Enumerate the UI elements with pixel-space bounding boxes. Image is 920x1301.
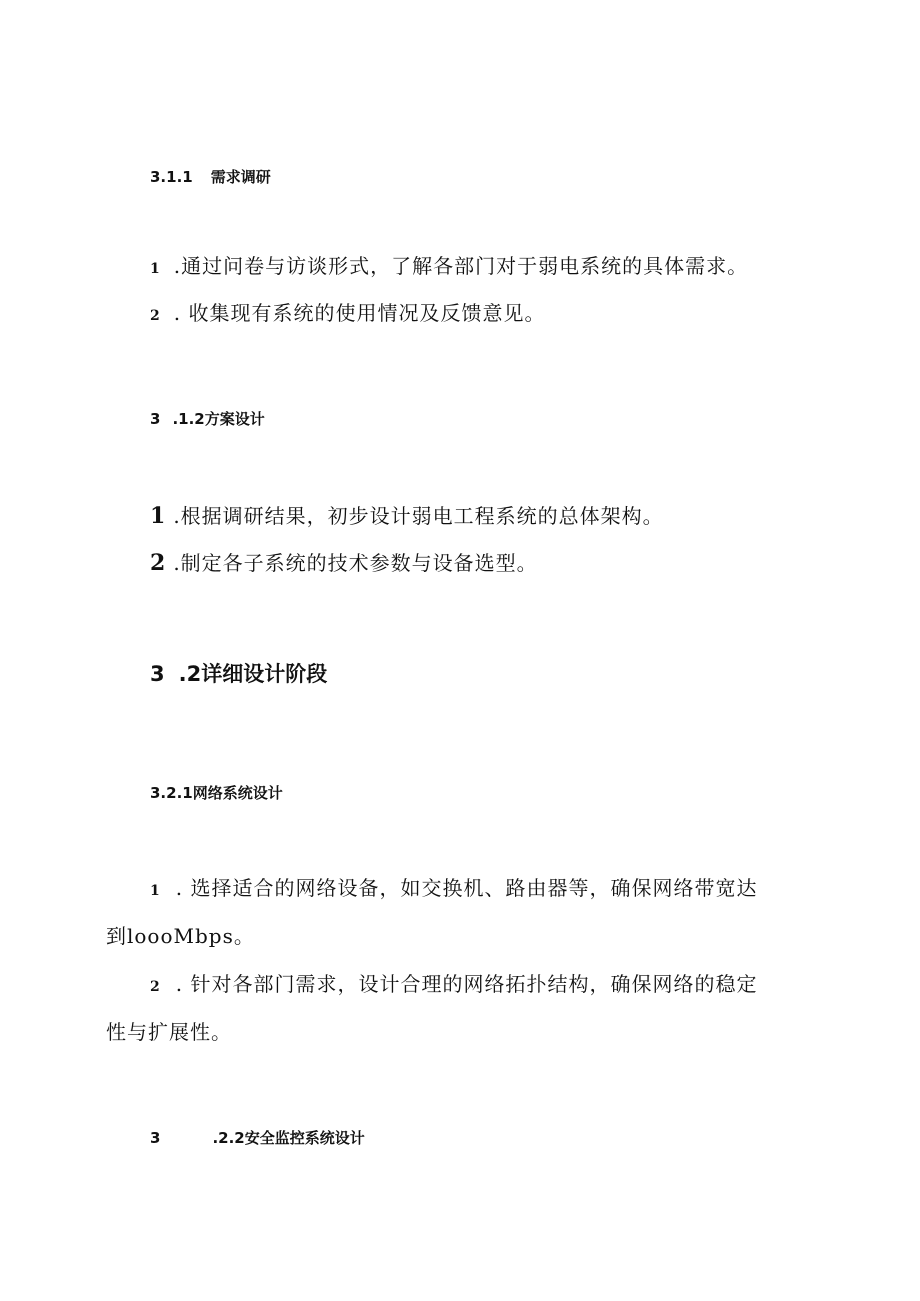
- list-item: [150, 297, 545, 326]
- item-text: .通过问卷与访谈形式，了解各部门对于弱电系统的具体需求。: [173, 254, 749, 278]
- item-number: 2: [150, 979, 160, 995]
- item-number: 1: [150, 261, 160, 277]
- item-number: 1: [150, 883, 160, 899]
- item-text: . 针对各部门需求，设计合理的网络拓扑结构，确保网络的稳定: [175, 972, 758, 996]
- heading-number: 3: [150, 1129, 161, 1147]
- list-item-continuation: 到loooMbps。: [106, 924, 255, 948]
- list-item: [150, 547, 538, 576]
- list-item: [150, 968, 757, 997]
- list-item: [150, 250, 748, 279]
- heading-title: .1.2方案设计: [172, 410, 265, 428]
- heading-3-2-1: [150, 782, 283, 803]
- item-number: 2: [150, 308, 160, 324]
- heading-number: 3.1.1: [150, 168, 193, 186]
- heading-number: 3: [150, 410, 161, 428]
- item-text: . 选择适合的网络设备，如交换机、路由器等，确保网络带宽达: [175, 876, 758, 900]
- list-item-continuation: 性与扩展性。: [106, 1020, 232, 1044]
- heading-3-1-1: [150, 166, 271, 187]
- heading-title: 需求调研: [210, 168, 271, 186]
- heading-3-1-2: [150, 408, 265, 429]
- item-text: .制定各子系统的技术参数与设备选型。: [173, 551, 538, 575]
- item-text: .根据调研结果，初步设计弱电工程系统的总体架构。: [173, 504, 664, 528]
- item-number: 1: [150, 503, 166, 529]
- list-item: [150, 500, 664, 529]
- heading-3-2-2: [150, 1127, 365, 1148]
- list-item: [150, 872, 757, 901]
- item-number: 2: [150, 550, 166, 576]
- item-text: . 收集现有系统的使用情况及反馈意见。: [173, 301, 546, 325]
- heading-title: .2详细设计阶段: [178, 662, 328, 686]
- heading-number: 3: [150, 662, 165, 686]
- heading-3-2: [150, 658, 327, 688]
- heading-title: 3.2.1网络系统设计: [150, 784, 283, 802]
- heading-title: .2.2安全监控系统设计: [212, 1129, 365, 1147]
